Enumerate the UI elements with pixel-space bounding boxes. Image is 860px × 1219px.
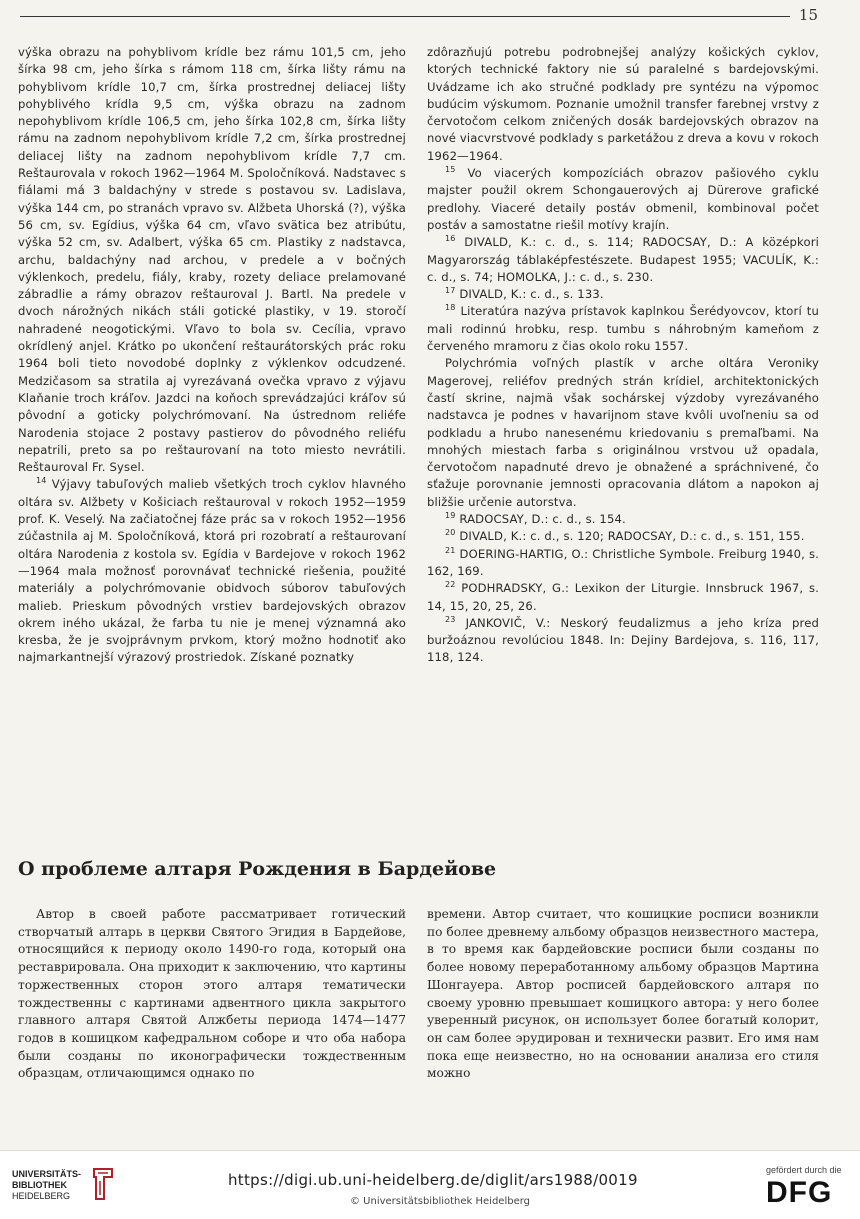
paragraph: výška obrazu na pohyblivom krídle bez rámu 101,5 cm, jeho šírka 98 cm, jeho šírka s rámom 118 cm, šírka lišty rámu na pohyblivom krídle 10,7 cm, šírka prostrednej deliacej lišty pohyblivého krídla 9,5 cm, výška obrazu na zadnom nepohyblivom krídle 106,5 cm, jeho šírka 102,8 cm, šírka lišty rámu na zadnom nepohyblivom krídle 7,2 cm, šírka prostrednej deliacej lišty na zadnom nepohyblivom krídle 7,7 cm. Reštaurovala v rokoch 1962—1964 M. Spoločníková. Nadstavec s fiálami má 3 baldachýny v strede s postavou sv. Ladislava, výška 144 cm, po stranách vpravo sv. Alžbeta Uhorská (?), výška 56 cm, sv. Egídius, výška 64 cm, vľavo svätica bez atribútu, výška 52 cm, sv. Adalbert, výška 65 cm. Plastiky z nadstavca, archu, baldachýny nad archou, v predele a v bočných výklenkoch, predelu, fiály, kraby, rozety deliace prelamované zábradlie a rámy obrazov reštauroval J. Bartl. Na predele v dvoch nárožných nikách stáli gotické plastiky, v 19. storočí nahradené neogotickými. Vľavo to bola sv. Cecília, vpravo okrídlený anjel. Krátko po ukončení reštaurátorských prác roku 1964 boli tieto novodobé doplnky z výklenkov odcudzené. Medzičasom sa stratila aj vyrezávaná ovečka vpravo z výjavu Klaňanie troch kráľov. Jazdci na koňoch sprevádzajúci kráľov sú pôvodní a goticky polychrómovaní. Na ústrednom reliéfe Narodenia stojace 2 postavy pastierov do pôvodného reliéfu nepatrili, preto sa po reštaurovaní na toto miesto nevrátili. Reštauroval Fr. Sysel. <box>18 45 406 475</box>
right-column <box>427 44 819 667</box>
footnote-text: JANKOVIČ, V.: Neskorý feudalizmus a jeho kríza pred buržoáznou revolúciou 1848. In: Dejiny Bardejova, s. 116, 117, 118, 124. <box>427 615 819 665</box>
footnote-14 <box>18 476 406 666</box>
footnote-text: DOERING-HARTIG, O.: Christliche Symbole. Freiburg 1940, s. 162, 169. <box>427 546 819 578</box>
funder-label: gefördert durch die <box>766 1165 842 1175</box>
footnote-text: DIVALD, K.: c. d., s. 114; RADOCSAY, D.: A középkori Magyarország táblaképfestészete. Budapest 1955; VACULÍK, K.: c. d., s. 74; HOMOLKA, J.: c. d., s. 230. <box>427 235 819 284</box>
footnote-number: 20 <box>445 528 456 538</box>
summary-left-column <box>18 906 406 1083</box>
footnote-20 <box>427 528 819 545</box>
summary-paragraph: Автор в своей работе рассматривает готический створчатый алтарь в церкви Святого Эгидия в Бардейове, относящийся к периоду около 1490-го года, который она реставрировала. Она приходит к заключению, что картины торжественных сторон этого алтаря тематически тождественны с картинами адвентного цикла закрытого главного алтаря Святой Алжбеты периода 1474—1477 годов в кошицком кафедральном соборе и что оба набора были созданы по иконографически тождественным образцам, отличающимся однако по <box>18 907 406 1081</box>
library-logo-text[interactable] <box>12 1169 81 1202</box>
footnote-number: 17 <box>445 286 456 296</box>
footnote-18 <box>427 303 819 355</box>
footnote-number: 18 <box>445 303 456 313</box>
footnote-number: 21 <box>445 545 456 555</box>
footnote-21 <box>427 546 819 581</box>
footnote-text: Výjavy tabuľových malieb všetkých troch cyklov hlavného oltára sv. Alžbety v Košiciach reštauroval v rokoch 1952—1959 prof. K. Veselý. Na začiatočnej fáze prác sa v rokoch 1952—1956 zúčastnila aj M. Spoločníková, ktorá pri rozobratí a reštaurovaní oltára Narodenia z kostola sv. Egídia v Bardejove v rokoch 1962—1964 mala možnosť porovnávať technické riešenia, použité materiály a polychrómovanie obidvoch súborov tabuľových malieb. Prieskum pôvodných vrstiev bardejovských obrazov okrem iného ukázal, že farba tu nie je menej významná ako kresba, že je svojprávnym prvkom, ktorý možno hodnotiť ako najmarkantnejší výrazový prostriedok. Získané poznatky <box>18 477 406 665</box>
footnote-number: 15 <box>445 165 456 175</box>
footnote-15 <box>427 165 819 234</box>
footnote-text: Literatúra nazýva prístavok kaplnkou Šerédyovcov, ktorí tu mali rodinnú hrobku, resp. tumbu s náhrobným kameňom z červeného mramoru z čias okolo roku 1557. <box>427 304 819 354</box>
footnote-number: 16 <box>445 234 456 244</box>
copyright-notice: © Universitätsbibliothek Heidelberg <box>350 1196 531 1207</box>
footnote-number: 22 <box>445 580 456 590</box>
paragraph: Polychrómia voľných plastík v arche oltára Veroniky Magerovej, reliéfov predných strán krídiel, architektonických častí skrine, najmä však sochárskej výzdoby vyrezávaného nadstavca je podnes v havarijnom stave kvôli uvoľneniu sa od podkladu a hrubo nanesenému kriedovaniu s premaľbami. Na mnohých miestach farba s originálnou vrstvou už opadala, červotočom napadnuté drevo je obnažené a spráchnivené, čo sťažuje porovnanie jemnosti opracovania dlátom a napokon aj bližšie určenie autorstva. <box>427 356 819 509</box>
footnote-19 <box>427 511 819 528</box>
header-rule <box>20 16 790 17</box>
footnote-text: DIVALD, K.: c. d., s. 133. <box>459 287 604 302</box>
library-name-line: HEIDELBERG <box>12 1191 71 1201</box>
viewer-footer <box>0 1150 860 1219</box>
summary-paragraph: времени. Автор считает, что кошицкие росписи возникли по более древнему альбому образцов неизвестного мастера, в то время как бардейовские росписи были созданы по более новому переработанному альбому образцов Мартина Шонгауера. Автор росписей бардейовского алтаря по своему уровню превышает кошицкого автора: у него более уверенный рисунок, он использует более богатый колорит, он сам более эрудирован и технически развит. Его имя нам пока еще неизвестно, но на основании анализа его стиля можно <box>427 907 819 1081</box>
footnote-text: RADOCSAY, D.: c. d., s. 154. <box>459 512 626 527</box>
library-name-line: BIBLIOTHEK <box>12 1180 67 1190</box>
footnote-22 <box>427 580 819 615</box>
library-name-line: UNIVERSITÄTS- <box>12 1169 82 1179</box>
footnote-number: 23 <box>445 614 456 624</box>
footnote-23 <box>427 615 819 667</box>
university-library-logo-icon[interactable] <box>88 1165 118 1203</box>
footnote-text: DIVALD, K.: c. d., s. 120; RADOCSAY, D.: c. d., s. 151, 155. <box>459 529 805 544</box>
page-number: 15 <box>798 6 818 24</box>
footnote-text: Vo viacerých kompozíciách obrazov pašiového cyklu majster použil okrem Schongauerových aj Dürerove grafické predlohy. Viaceré detaily postáv obmenil, kombinoval počet postáv a samostatne riešil motívy krajín. <box>427 166 820 232</box>
footnote-number: 19 <box>445 511 456 521</box>
permalink-url[interactable]: https://digi.ub.uni-heidelberg.de/diglit/ars1988/0019 <box>228 1171 638 1189</box>
summary-right-column <box>427 906 819 1083</box>
footnote-17 <box>427 286 819 303</box>
footnote-number: 14 <box>36 476 47 486</box>
dfg-logo[interactable]: DFG <box>766 1176 833 1209</box>
left-column <box>18 44 406 667</box>
summary-heading: О проблеме алтаря Рождения в Бардейове <box>18 858 497 880</box>
footnote-text: PODHRADSKY, G.: Lexikon der Liturgie. Innsbruck 1967, s. 14, 15, 20, 25, 26. <box>427 581 819 613</box>
footnote-16 <box>427 234 819 286</box>
paragraph: zdôrazňujú potrebu podrobnejšej analýzy košických cyklov, ktorých technické faktory nie sú paralelné s bardejovskými. Uvádzame ich ako stručné podklady pre syntézu na výpomoc budúcim výskumom. Poznanie umožnil transfer farebnej vrstvy z červotočom celkom zničených dosák bardejovských obrazov na nové viacvrstvové podklady s parketážou z dreva a kovu v rokoch 1962—1964. <box>427 45 819 163</box>
